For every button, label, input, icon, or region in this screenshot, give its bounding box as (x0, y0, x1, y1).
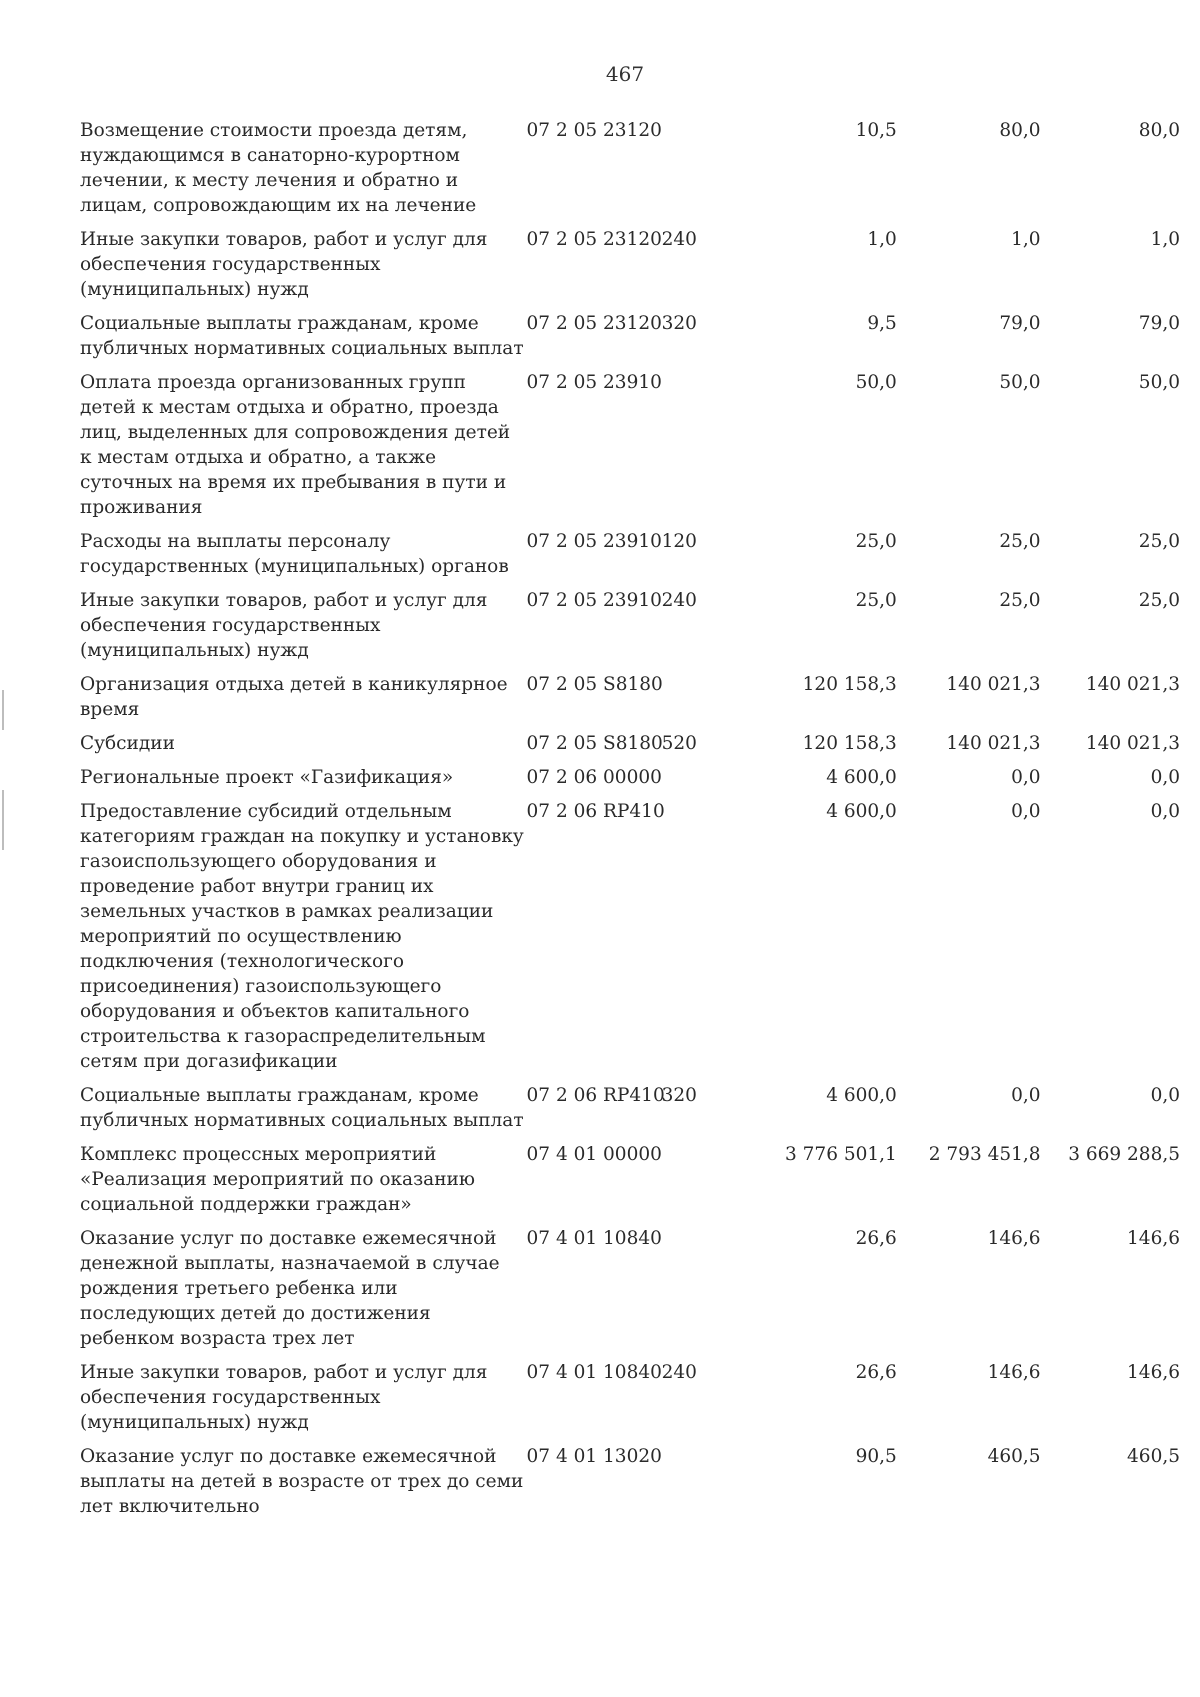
row-amount-year2: 1,0 (1011, 229, 1041, 250)
row-amount-year1: 25,0 (855, 590, 897, 611)
row-expense-type: 240 (661, 1362, 697, 1383)
row-amount-year3: 146,6 (1127, 1228, 1180, 1249)
row-name: Комплекс процессных мероприятий «Реализация мероприятий по оказанию социальной поддержки граждан» (80, 1144, 475, 1215)
row-target-code: 07 2 05 23120 (526, 313, 662, 334)
row-target-code: 07 4 01 10840 (526, 1228, 662, 1249)
row-amount-year1: 10,5 (855, 120, 897, 141)
table-row (80, 370, 1180, 529)
page-number: 467 (605, 62, 645, 86)
row-amount-year2: 460,5 (987, 1446, 1041, 1467)
scan-artifact (2, 690, 4, 730)
row-target-code: 07 2 05 23120 (526, 120, 662, 141)
row-name: Оплата проезда организованных групп детей к местам отдыха и обратно, проезда лиц, выделенных для сопровождения детей к местам отдыха и обратно, а также суточных на время их пребывания в пути и проживания (80, 372, 511, 518)
row-amount-year2: 79,0 (999, 313, 1041, 334)
row-expense-type: 240 (661, 229, 697, 250)
row-name: Иные закупки товаров, работ и услуг для обеспечения государственных (муниципальных) нужд (80, 229, 488, 300)
row-amount-year2: 50,0 (999, 372, 1041, 393)
table-row (80, 1083, 1180, 1142)
row-amount-year3: 146,6 (1127, 1362, 1180, 1383)
row-amount-year2: 0,0 (1011, 1085, 1041, 1106)
row-expense-type: 320 (661, 1085, 697, 1106)
table-row (80, 1142, 1180, 1226)
row-amount-year3: 1,0 (1150, 229, 1180, 250)
row-target-code: 07 2 05 23910 (526, 372, 662, 393)
row-name: Социальные выплаты гражданам, кроме публичных нормативных социальных выплат (80, 313, 524, 359)
row-expense-type (662, 1226, 714, 1360)
row-name: Субсидии (80, 733, 175, 754)
row-target-code: 07 2 05 S8180 (526, 674, 663, 695)
budget-table (80, 118, 1180, 1528)
row-amount-year2: 2 793 451,8 (928, 1144, 1041, 1165)
row-amount-year1: 26,6 (855, 1362, 897, 1383)
row-amount-year1: 4 600,0 (826, 1085, 897, 1106)
row-target-code: 07 2 05 23910 (526, 590, 662, 611)
table-row (80, 529, 1180, 588)
row-expense-type: 120 (661, 531, 697, 552)
row-name: Предоставление субсидий отдельным категориям граждан на покупку и установку газоиспользующего оборудования и проведение работ внутри границ их земельных участков в рамках реализации мероприятий по осуществлению подключения (технологического присоединения) газоиспользующего оборудования и объектов капитального строительства к газораспределительным сетям при догазификации (80, 801, 524, 1072)
table-row (80, 731, 1180, 765)
row-amount-year1: 9,5 (867, 313, 897, 334)
row-amount-year2: 140 021,3 (946, 733, 1041, 754)
row-target-code: 07 2 05 S8180 (526, 733, 663, 754)
row-amount-year1: 26,6 (855, 1228, 897, 1249)
row-amount-year1: 50,0 (855, 372, 897, 393)
row-name: Оказание услуг по доставке ежемесячной выплаты на детей в возрасте от трех до семи лет включительно (80, 1446, 524, 1517)
row-target-code: 07 4 01 00000 (526, 1144, 662, 1165)
row-target-code: 07 2 06 00000 (526, 767, 662, 788)
row-amount-year2: 140 021,3 (946, 674, 1041, 695)
row-amount-year3: 3 669 288,5 (1068, 1144, 1180, 1165)
row-amount-year3: 0,0 (1150, 767, 1180, 788)
table-row (80, 1360, 1180, 1444)
row-amount-year3: 140 021,3 (1085, 674, 1180, 695)
row-amount-year2: 80,0 (999, 120, 1041, 141)
row-target-code: 07 4 01 13020 (526, 1446, 662, 1467)
row-expense-type (662, 1444, 714, 1528)
row-name: Возмещение стоимости проезда детям, нуждающимся в санаторно-курортном лечении, к месту лечения и обратно и лицам, сопровождающим их на лечение (80, 120, 477, 216)
row-expense-type (662, 118, 714, 227)
table-row (80, 672, 1180, 731)
row-amount-year3: 50,0 (1138, 372, 1180, 393)
row-name: Иные закупки товаров, работ и услуг для обеспечения государственных (муниципальных) нужд (80, 1362, 488, 1433)
row-amount-year1: 25,0 (855, 531, 897, 552)
row-expense-type (662, 672, 714, 731)
row-amount-year1: 1,0 (867, 229, 897, 250)
row-expense-type: 320 (661, 313, 697, 334)
row-name: Социальные выплаты гражданам, кроме публичных нормативных социальных выплат (80, 1085, 524, 1131)
row-amount-year3: 460,5 (1127, 1446, 1180, 1467)
table-row (80, 588, 1180, 672)
row-amount-year3: 79,0 (1138, 313, 1180, 334)
row-amount-year3: 140 021,3 (1085, 733, 1180, 754)
table-row (80, 227, 1180, 311)
table-row (80, 311, 1180, 370)
scan-artifact (2, 790, 4, 850)
table-row (80, 1444, 1180, 1528)
row-amount-year1: 3 776 501,1 (785, 1144, 897, 1165)
table-row (80, 765, 1180, 799)
row-amount-year3: 0,0 (1150, 801, 1180, 822)
row-amount-year2: 25,0 (999, 531, 1041, 552)
row-amount-year1: 90,5 (855, 1446, 897, 1467)
row-amount-year3: 25,0 (1138, 531, 1180, 552)
row-amount-year1: 120 158,3 (802, 733, 897, 754)
row-target-code: 07 2 06 RP410 (526, 801, 665, 822)
table-row (80, 799, 1180, 1083)
row-expense-type (662, 799, 714, 1083)
row-name: Региональные проект «Газификация» (80, 767, 454, 788)
row-target-code: 07 4 01 10840 (526, 1362, 662, 1383)
row-amount-year1: 4 600,0 (826, 801, 897, 822)
row-expense-type (662, 370, 714, 529)
row-amount-year3: 0,0 (1150, 1085, 1180, 1106)
row-name: Организация отдыха детей в каникулярное время (80, 674, 508, 720)
row-name: Оказание услуг по доставке ежемесячной денежной выплаты, назначаемой в случае рождения третьего ребенка или последующих детей до достижения ребенком возраста трех лет (80, 1228, 500, 1349)
row-expense-type (662, 765, 714, 799)
row-name: Иные закупки товаров, работ и услуг для обеспечения государственных (муниципальных) нужд (80, 590, 488, 661)
row-amount-year2: 25,0 (999, 590, 1041, 611)
row-amount-year3: 80,0 (1138, 120, 1180, 141)
row-amount-year2: 0,0 (1011, 767, 1041, 788)
row-amount-year2: 146,6 (987, 1362, 1041, 1383)
row-target-code: 07 2 06 RP410 (526, 1085, 665, 1106)
row-name: Расходы на выплаты персоналу государственных (муниципальных) органов (80, 531, 509, 577)
table-row (80, 1226, 1180, 1360)
row-expense-type (662, 1142, 714, 1226)
row-expense-type: 240 (661, 590, 697, 611)
row-amount-year3: 25,0 (1138, 590, 1180, 611)
row-amount-year1: 4 600,0 (826, 767, 897, 788)
row-target-code: 07 2 05 23120 (526, 229, 662, 250)
row-target-code: 07 2 05 23910 (526, 531, 662, 552)
row-amount-year2: 0,0 (1011, 801, 1041, 822)
table-row (80, 118, 1180, 227)
row-expense-type: 520 (661, 733, 697, 754)
row-amount-year2: 146,6 (987, 1228, 1041, 1249)
row-amount-year1: 120 158,3 (802, 674, 897, 695)
